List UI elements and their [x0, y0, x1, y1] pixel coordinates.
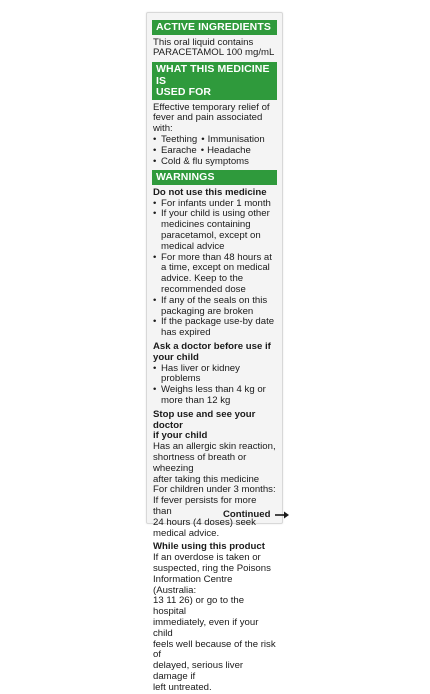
symptom-earache: Earache — [161, 144, 197, 156]
ask-doctor-list — [153, 364, 276, 407]
do-not-use-title: Do not use this medicine — [153, 186, 267, 198]
list-item: • If the package use-by date has expired — [153, 317, 276, 339]
list-item: • If any of the seals on this packaging are broken — [153, 296, 276, 318]
while-using-text: If an overdose is taken or suspected, ring the Poisons Information Centre (Australia: 13 11 26) or go to the hospital immediately, even if your child feels well because of the risk of delayed, serious liver damage if left untreated. — [153, 552, 276, 693]
active-ingredients-header — [152, 20, 277, 35]
symptom-cold-flu: Cold & flu symptoms — [161, 155, 249, 167]
symptom-headache: Headache — [207, 144, 251, 156]
active-line-2: PARACETAMOL 100 mg/mL — [153, 47, 275, 59]
continued-label: Continued — [223, 509, 271, 520]
used-for-line-1: Effective temporary relief of — [153, 101, 270, 113]
symptom-teething: Teething — [161, 133, 198, 145]
list-item: • If your child is using other medicines containing paracetamol, except on medical advice — [153, 209, 276, 252]
warnings-header — [152, 170, 277, 185]
while-using-title: While using this product — [153, 541, 265, 553]
used-for-header — [152, 62, 277, 100]
ask-doctor-title: Ask a doctor before use if your child — [153, 341, 271, 363]
active-ingredients-title: ACTIVE INGREDIENTS — [156, 21, 271, 33]
list-item: • Has liver or kidney problems — [153, 364, 276, 386]
active-line-1: This oral liquid contains — [153, 36, 254, 48]
list-item: • For infants under 1 month — [153, 199, 276, 210]
symptom-immunisation: Immunisation — [207, 133, 265, 145]
used-for-title-line-2: USED FOR — [156, 86, 212, 99]
warnings-title: WARNINGS — [156, 171, 215, 184]
continued-indicator — [223, 509, 289, 520]
stop-use-title: Stop use and see your doctor if your child — [153, 408, 256, 442]
do-not-use-list — [153, 199, 276, 339]
used-for-title-line-1: WHAT THIS MEDICINE IS — [156, 63, 270, 87]
stop-use-text: Has an allergic skin reaction, shortness of breath or wheezing after taking this medicine For children under 3 months: If fever persists for more than 24 hours (4 doses) seek medical advice. — [153, 441, 276, 539]
used-for-line-2: fever and pain associated with: — [153, 112, 263, 135]
list-item: • For more than 48 hours at a time, except on medical advice. Keep to the recommended dose — [153, 253, 276, 296]
symptom-row — [153, 157, 276, 168]
arrow-right-icon — [275, 511, 289, 519]
list-item: • Weighs less than 4 kg or more than 12 kg — [153, 385, 276, 407]
medicine-label-panel — [146, 12, 283, 693]
